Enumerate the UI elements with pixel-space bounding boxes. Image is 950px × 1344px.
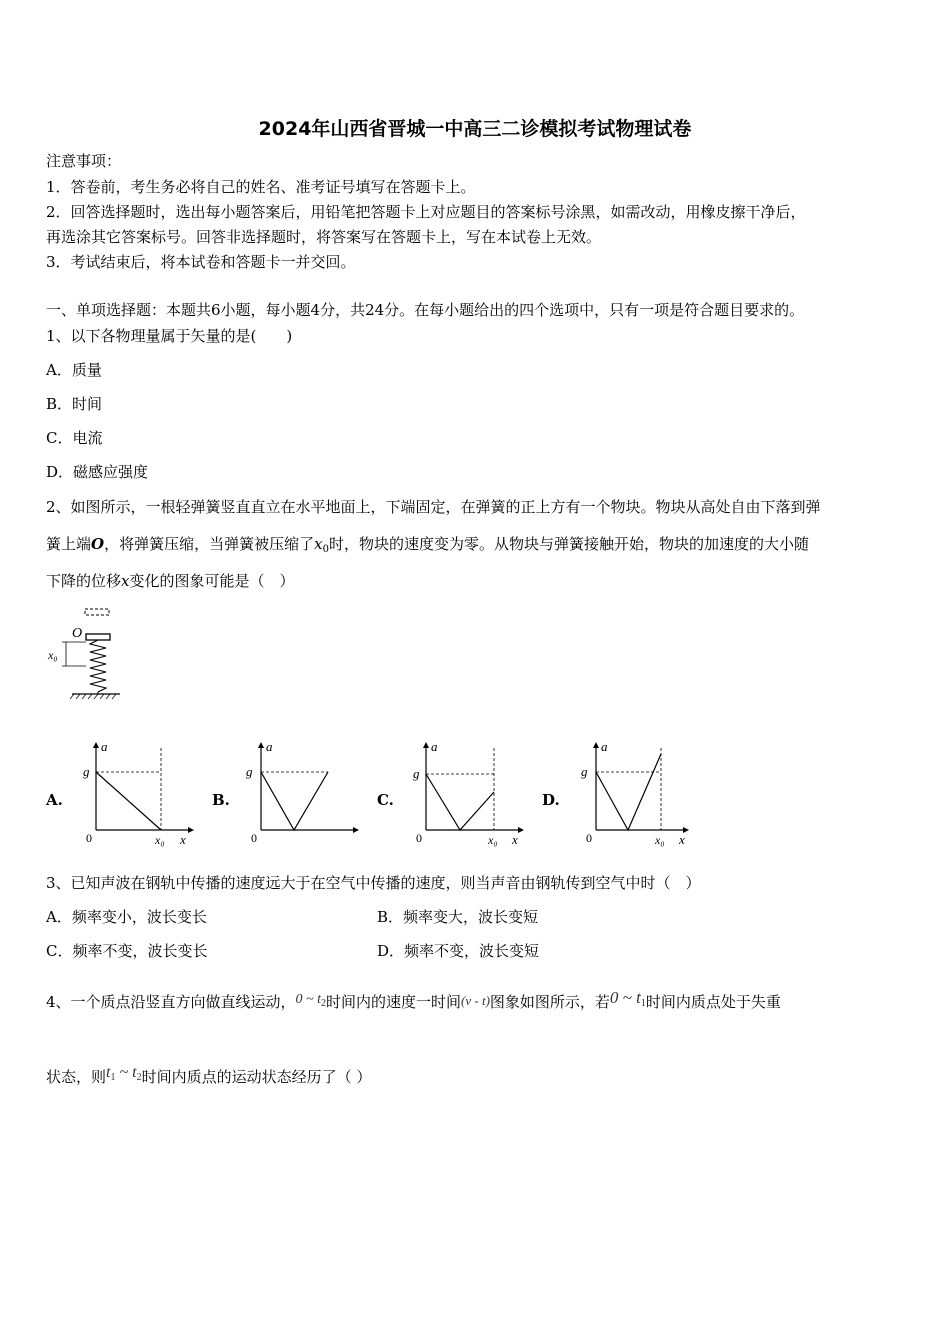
axis-label-a: a — [431, 739, 438, 754]
acceleration-curve — [596, 754, 661, 830]
q2-option-a-label: A. — [46, 791, 63, 809]
notice-item: 2．回答选择题时，选出每小题答案后，用铅笔把答题卡上对应题目的答案标号涂黑，如需改动，用橡皮擦干净后， — [46, 203, 806, 221]
q3-option-a: A．频率变小，波长变长 — [46, 908, 207, 926]
q1-option-a: A．质量 — [46, 361, 102, 379]
q3-option-d: D．频率不变，波长变短 — [377, 942, 540, 960]
origin-label: 0 — [416, 831, 422, 845]
q2-option-b-label: B. — [212, 791, 230, 809]
axis-label-x: x — [512, 832, 518, 847]
axis-label-g: g — [581, 764, 588, 779]
axis-label-g: g — [246, 764, 253, 779]
notice-item: 再选涂其它答案标号。回答非选择题时，将答案写在答题卡上，写在本试卷上无效。 — [46, 228, 602, 246]
tick-label-x0: x₀ — [488, 833, 498, 847]
spring-coil — [90, 640, 106, 692]
q2-option-c-label: C. — [377, 791, 394, 809]
figure-label-x0: x₀ — [48, 648, 58, 662]
q2-line3: 下降的位移x变化的图象可能是（ ） — [46, 572, 295, 590]
q3-stem: 3、已知声波在钢轨中传播的速度远大于在空气中传播的速度，则当声音由钢轨传到空气中时（ ） — [46, 874, 701, 892]
q1-option-b: B．时间 — [46, 395, 103, 413]
axis-label-g: g — [413, 766, 420, 781]
axis-label-x: x — [180, 832, 186, 847]
graph-b — [245, 738, 365, 856]
origin-label: 0 — [586, 831, 592, 845]
notice-heading: 注意事项： — [46, 152, 122, 170]
axis-label-a: a — [101, 739, 108, 754]
acceleration-curve — [96, 772, 161, 830]
origin-label: 0 — [86, 831, 92, 845]
tick-label-x0: x₀ — [655, 833, 665, 847]
q2-line1: 2、如图所示，一根轻弹簧竖直直立在水平地面上，下端固定，在弹簧的正上方有一个物块。物块从高处自由下落到弹 — [46, 498, 821, 516]
ground-hatch — [70, 694, 116, 699]
graph-a — [80, 738, 200, 856]
axis-label-a: a — [601, 739, 608, 754]
q1-option-d: D．磁感应强度 — [46, 463, 149, 481]
graph-c — [410, 738, 530, 856]
spring-figure — [44, 604, 124, 704]
acceleration-curve — [426, 774, 494, 830]
page-title: 2024年山西省晋城一中高三二诊模拟考试物理试卷 — [258, 118, 692, 140]
acceleration-curve — [261, 772, 328, 830]
q1-stem: 1、以下各物理量属于矢量的是( ) — [46, 327, 293, 345]
tick-label-x0: x₀ — [155, 833, 165, 847]
q3-option-c: C．频率不变，波长变长 — [46, 942, 208, 960]
q2-option-d-label: D. — [542, 791, 560, 809]
axis-label-g: g — [83, 764, 90, 779]
q3-option-b: B．频率变大，波长变短 — [377, 908, 539, 926]
notice-item: 1．答卷前，考生务必将自己的姓名、准考证号填写在答题卡上。 — [46, 178, 476, 196]
q1-option-c: C．电流 — [46, 429, 103, 447]
notice-item: 3．考试结束后，将本试卷和答题卡一并交回。 — [46, 253, 356, 271]
axis-label-a: a — [266, 739, 273, 754]
q4-line2: 状态，则$t_1$ ~ $t_2$时间内质点的运动状态经历了（ ） — [46, 1064, 372, 1086]
origin-label: 0 — [251, 831, 257, 845]
section-heading: 一、单项选择题：本题共6小题，每小题4分，共24分。在每小题给出的四个选项中，只有一项是符合题目要求的。 — [46, 301, 805, 319]
figure-label-o: O — [72, 626, 83, 641]
graph-d — [575, 738, 700, 856]
q4-line1: 4、一个质点沿竖直方向做直线运动，0 ~ $t_2$时间内的速度一时间(v - t)图象如图所示，若0 ~ $t_1$时间内质点处于失重 — [46, 988, 781, 1011]
axis-label-x: x — [679, 832, 685, 847]
q2-line2: 簧上端O，将弹簧压缩，当弹簧被压缩了$x_0$时，物块的速度变为零。从物块与弹簧接触开始，物块的加速度的大小随 — [46, 535, 809, 555]
block-on-spring — [86, 634, 110, 640]
falling-block — [85, 609, 109, 615]
